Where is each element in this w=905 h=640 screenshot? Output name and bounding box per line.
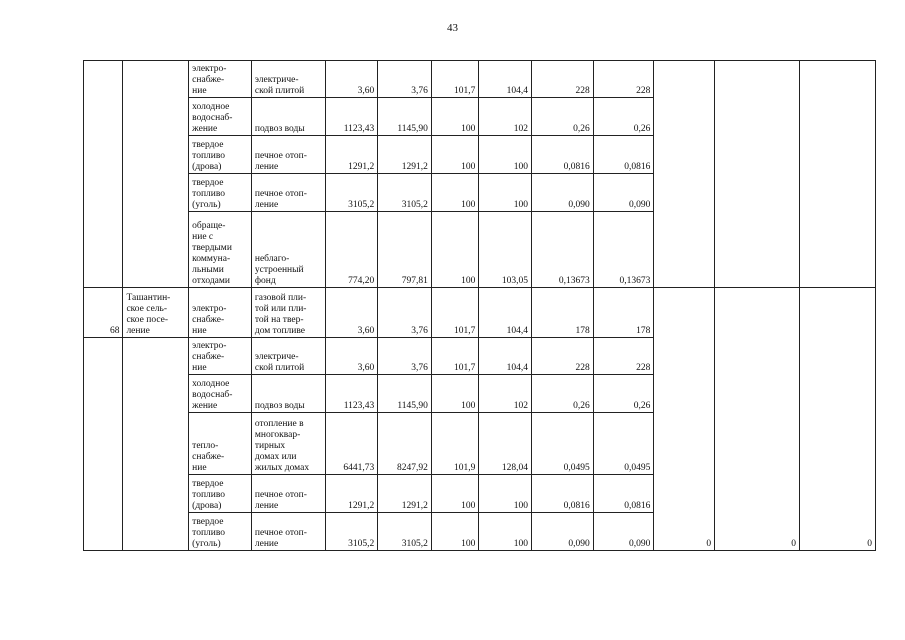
value-cell: 228	[532, 338, 594, 375]
value-cell: 0,26	[593, 98, 654, 136]
value-cell: 100	[479, 174, 532, 212]
value-cell: 3,76	[378, 338, 432, 375]
value-cell: 0,13673	[593, 212, 654, 288]
value-cell: 0,0495	[593, 413, 654, 475]
service-cell: обраще- ние с твердыми коммуна- льными отходами	[189, 212, 252, 288]
settlement-cell: Ташантин- ское сель- ское посе- ление	[123, 288, 189, 338]
value-cell: 0,090	[532, 174, 594, 212]
value-cell: 0,090	[593, 513, 654, 551]
value-cell: 3,60	[325, 338, 378, 375]
value-cell: 0,13673	[532, 212, 594, 288]
value-cell: 3,76	[378, 61, 432, 98]
type-cell: печное отоп- ление	[251, 513, 325, 551]
service-cell: твердое топливо (дрова)	[189, 136, 252, 174]
value-cell: 0,0816	[593, 475, 654, 513]
value-cell: 3,60	[325, 288, 378, 338]
value-cell: 0,0816	[593, 136, 654, 174]
value-cell: 100	[431, 375, 479, 413]
service-cell: твердое топливо (уголь)	[189, 174, 252, 212]
value-cell: 3105,2	[378, 174, 432, 212]
value-cell: 228	[532, 61, 594, 98]
value-cell: 100	[479, 475, 532, 513]
service-cell: твердое топливо (дрова)	[189, 475, 252, 513]
settlement-cell	[123, 61, 189, 288]
type-cell: неблаго- устроенный фонд	[251, 212, 325, 288]
value-cell: 102	[479, 98, 532, 136]
value-cell: 100	[431, 136, 479, 174]
service-cell: электро- снабже- ние	[189, 61, 252, 98]
value-cell: 0,26	[593, 375, 654, 413]
value-cell: 104,4	[479, 61, 532, 98]
value-cell: 100	[431, 212, 479, 288]
type-cell: подвоз воды	[251, 98, 325, 136]
value-cell: 100	[431, 513, 479, 551]
value-cell: 797,81	[378, 212, 432, 288]
empty-cell	[715, 61, 800, 288]
value-cell: 3,76	[378, 288, 432, 338]
value-cell: 3105,2	[325, 174, 378, 212]
value-cell: 104,4	[479, 338, 532, 375]
value-cell: 101,9	[431, 413, 479, 475]
value-cell: 1123,43	[325, 375, 378, 413]
number-cell	[84, 338, 123, 551]
value-cell: 100	[431, 98, 479, 136]
type-cell: электриче- ской плитой	[251, 61, 325, 98]
value-cell: 104,4	[479, 288, 532, 338]
empty-cell	[800, 61, 876, 288]
type-cell: отопление в многоквар- тирных домах или жилых домах	[251, 413, 325, 475]
value-cell: 774,20	[325, 212, 378, 288]
value-cell: 3105,2	[378, 513, 432, 551]
value-cell: 228	[593, 61, 654, 98]
value-cell: 0,0816	[532, 136, 594, 174]
number-cell: 68	[84, 288, 123, 338]
value-cell: 100	[479, 136, 532, 174]
value-cell: 1123,43	[325, 98, 378, 136]
service-cell: твердое топливо (уголь)	[189, 513, 252, 551]
value-cell: 103,05	[479, 212, 532, 288]
value-cell: 0,090	[532, 513, 594, 551]
type-cell: печное отоп- ление	[251, 136, 325, 174]
value-cell: 178	[532, 288, 594, 338]
value-cell: 100	[431, 174, 479, 212]
type-cell: печное отоп- ление	[251, 475, 325, 513]
value-cell: 128,04	[479, 413, 532, 475]
value-cell: 228	[593, 338, 654, 375]
table-row	[84, 288, 876, 338]
value-cell: 6441,73	[325, 413, 378, 475]
value-cell: 0,26	[532, 375, 594, 413]
value-cell: 101,7	[431, 338, 479, 375]
value-cell: 0,26	[532, 98, 594, 136]
value-cell: 102	[479, 375, 532, 413]
value-cell: 1291,2	[325, 136, 378, 174]
merged-value-cell: 0	[715, 288, 800, 551]
page-number: 43	[447, 22, 458, 34]
value-cell: 1291,2	[378, 136, 432, 174]
type-cell: электриче- ской плитой	[251, 338, 325, 375]
value-cell: 100	[431, 475, 479, 513]
value-cell: 0,0495	[532, 413, 594, 475]
value-cell: 101,7	[431, 61, 479, 98]
service-cell: тепло- снабже- ние	[189, 413, 252, 475]
value-cell: 0,090	[593, 174, 654, 212]
value-cell: 178	[593, 288, 654, 338]
merged-value-cell: 0	[800, 288, 876, 551]
value-cell: 0,0816	[532, 475, 594, 513]
value-cell: 100	[479, 513, 532, 551]
value-cell: 1145,90	[378, 375, 432, 413]
type-cell: подвоз воды	[251, 375, 325, 413]
type-cell: газовой пли- той или пли- той на твер- дом топливе	[251, 288, 325, 338]
value-cell: 101,7	[431, 288, 479, 338]
service-cell: холодное водоснаб- жение	[189, 375, 252, 413]
service-cell: холодное водоснаб- жение	[189, 98, 252, 136]
tariff-table	[83, 60, 876, 551]
type-cell: печное отоп- ление	[251, 174, 325, 212]
number-cell	[84, 61, 123, 288]
value-cell: 8247,92	[378, 413, 432, 475]
value-cell: 1291,2	[378, 475, 432, 513]
service-cell: электро- снабже- ние	[189, 338, 252, 375]
value-cell: 3,60	[325, 61, 378, 98]
merged-value-cell: 0	[654, 288, 715, 551]
value-cell: 3105,2	[325, 513, 378, 551]
empty-cell	[654, 61, 715, 288]
service-cell: электро- снабже- ние	[189, 288, 252, 338]
value-cell: 1291,2	[325, 475, 378, 513]
value-cell: 1145,90	[378, 98, 432, 136]
settlement-cell	[123, 338, 189, 551]
table-row	[84, 61, 876, 98]
